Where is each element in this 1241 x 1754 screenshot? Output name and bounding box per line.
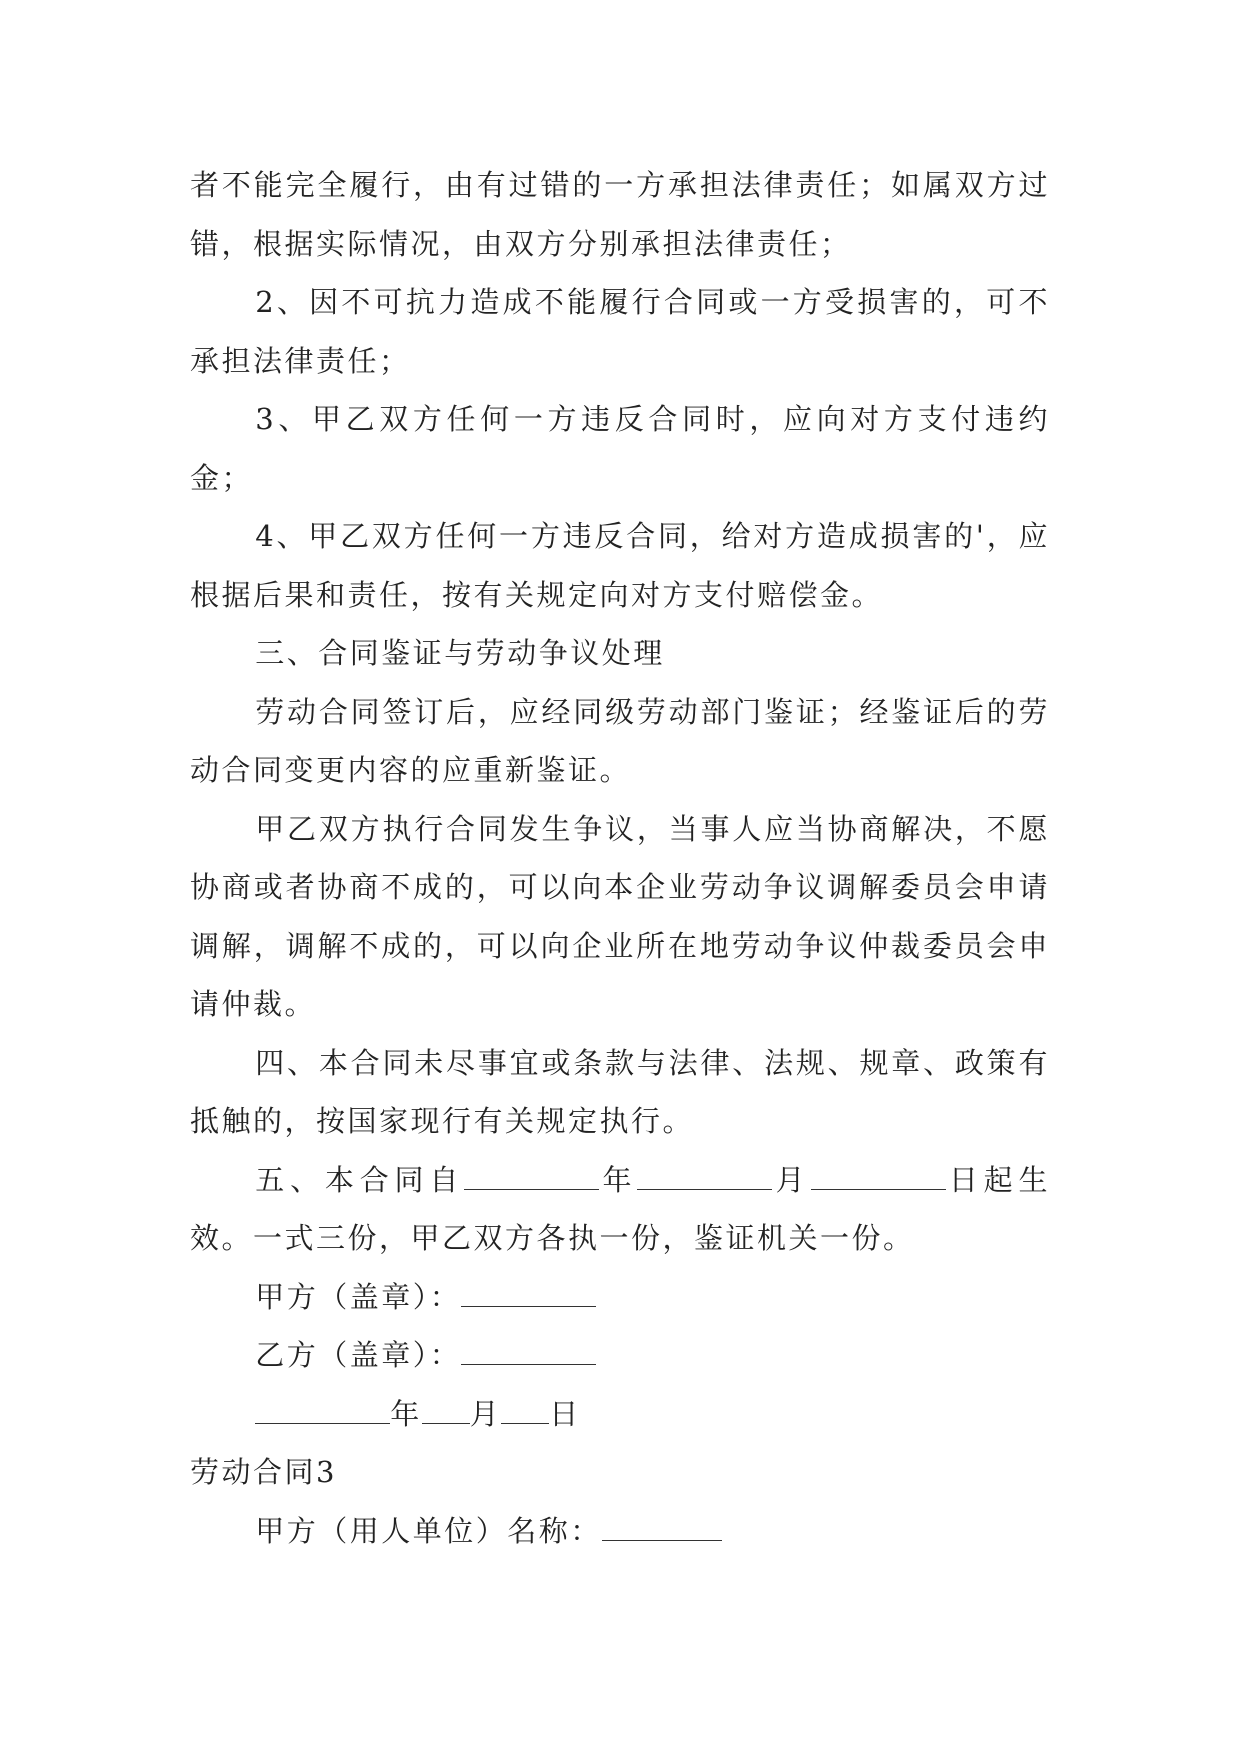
- paragraph-penalty: 3、甲乙双方任何一方违反合同时，应向对方支付违约金；: [190, 402, 1050, 495]
- effective-rest: 生效。一式三份，甲乙双方各执一份，鉴证机关一份。: [190, 1162, 1050, 1255]
- signing-year-blank[interactable]: [255, 1397, 390, 1424]
- section-heading-contract-3: 劳动合同3: [190, 1455, 337, 1489]
- signing-year-label: 年: [390, 1396, 422, 1431]
- effective-year-label: 年: [599, 1162, 638, 1197]
- party-a-seal-line: [190, 1268, 1050, 1327]
- paragraph-effective-date: [190, 1151, 1050, 1268]
- paragraph-unaddressed-matters: 四、本合同未尽事宜或条款与法律、法规、规章、政策有抵触的，按国家现行有关规定执行。: [190, 1045, 1050, 1138]
- effective-day-label: 日起: [945, 1162, 1019, 1197]
- signing-day-blank[interactable]: [501, 1397, 549, 1424]
- signing-month-label: 月: [469, 1396, 502, 1431]
- paragraph-dispute-resolution: 甲乙双方执行合同发生争议，当事人应当协商解决，不愿协商或者协商不成的，可以向本企业劳动争议调解委员会申请调解，调解不成的，可以向企业所在地劳动争议仲裁委员会申请仲裁。: [190, 811, 1050, 1021]
- party-b-seal-label: 乙方（盖章）：: [255, 1338, 462, 1372]
- section-heading-dispute: 三、合同鉴证与劳动争议处理: [255, 636, 665, 670]
- effective-day-blank[interactable]: [811, 1163, 946, 1190]
- signing-date-line: [190, 1385, 1050, 1444]
- effective-month-label: 月: [772, 1162, 811, 1197]
- party-a-seal-label: 甲方（盖章）：: [255, 1279, 462, 1314]
- signing-day-label: 日: [549, 1396, 581, 1431]
- paragraph-compensation: 4、甲乙双方任何一方违反合同，给对方造成损害的'，应根据后果和责任，按有关规定向对方支付赔偿金。: [190, 519, 1050, 612]
- party-b-seal-line: [190, 1326, 1050, 1385]
- paragraph-authentication: 劳动合同签订后，应经同级劳动部门鉴证；经鉴证后的劳动合同变更内容的应重新鉴证。: [190, 694, 1050, 787]
- effective-month-blank[interactable]: [637, 1163, 772, 1190]
- employer-name-label: 甲方（用人单位）名称：: [255, 1513, 602, 1548]
- party-a-seal-blank[interactable]: [461, 1280, 596, 1307]
- paragraph-force-majeure: 2、因不可抗力造成不能履行合同或一方受损害的，可不承担法律责任；: [190, 285, 1050, 378]
- effective-prefix: 五、本合同自: [255, 1162, 465, 1197]
- effective-year-blank[interactable]: [464, 1163, 599, 1190]
- paragraph-liability-continued: 者不能完全履行，由有过错的一方承担法律责任；如属双方过错，根据实际情况，由双方分别承担法律责任；: [190, 168, 1050, 261]
- signing-month-blank[interactable]: [422, 1397, 470, 1424]
- employer-name-line: [190, 1502, 1050, 1561]
- document-body: [190, 156, 1050, 1560]
- employer-name-blank[interactable]: [602, 1514, 722, 1541]
- party-b-seal-blank[interactable]: [461, 1338, 596, 1365]
